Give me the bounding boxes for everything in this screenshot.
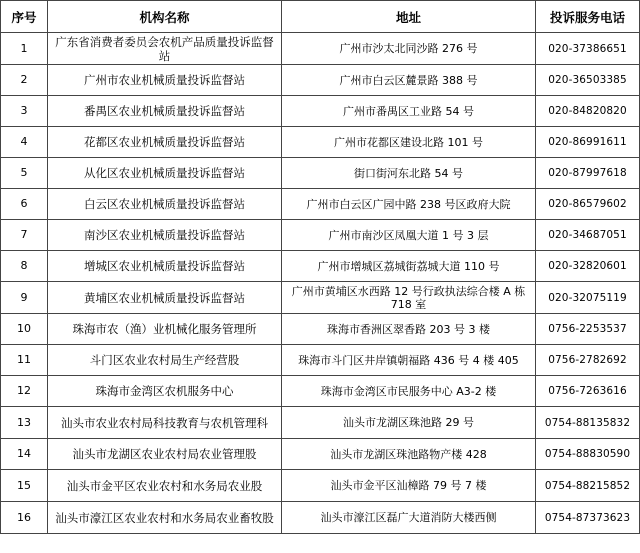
header-no: 序号 <box>1 1 48 33</box>
cell-phone: 0756-2782692 <box>536 345 640 376</box>
cell-phone: 020-87997618 <box>536 158 640 189</box>
cell-address: 广州市番禺区工业路 54 号 <box>282 96 536 127</box>
cell-address: 汕头市金平区汕樟路 79 号 7 楼 <box>282 470 536 502</box>
cell-no: 6 <box>1 189 48 220</box>
cell-phone: 0754-88215852 <box>536 470 640 502</box>
cell-no: 10 <box>1 314 48 345</box>
cell-name: 汕头市龙湖区农业农村局农业管理股 <box>48 439 282 470</box>
cell-phone: 0756-2253537 <box>536 314 640 345</box>
cell-no: 3 <box>1 96 48 127</box>
table-row <box>1 314 640 345</box>
cell-phone: 0754-88830590 <box>536 439 640 470</box>
cell-name: 白云区农业机械质量投诉监督站 <box>48 189 282 220</box>
cell-address: 街口街河东北路 54 号 <box>282 158 536 189</box>
cell-address: 广州市黄埔区水西路 12 号行政执法综合楼 A 栋 718 室 <box>282 282 536 314</box>
table-row <box>1 345 640 376</box>
cell-phone: 020-37386651 <box>536 33 640 65</box>
cell-no: 9 <box>1 282 48 314</box>
cell-phone: 020-86579602 <box>536 189 640 220</box>
cell-address: 汕头市龙湖区珠池路物产楼 428 <box>282 439 536 470</box>
cell-phone: 0754-88135832 <box>536 407 640 439</box>
cell-name: 广东省消费者委员会农机产品质量投诉监督站 <box>48 33 282 65</box>
cell-phone: 020-36503385 <box>536 65 640 96</box>
cell-name: 珠海市农（渔）业机械化服务管理所 <box>48 314 282 345</box>
table-row <box>1 127 640 158</box>
cell-address: 汕头市濠江区磊广大道消防大楼西侧 <box>282 502 536 534</box>
header-address: 地址 <box>282 1 536 33</box>
cell-name: 汕头市农业农村局科技教育与农机管理科 <box>48 407 282 439</box>
cell-no: 8 <box>1 251 48 282</box>
cell-phone: 020-32075119 <box>536 282 640 314</box>
cell-no: 7 <box>1 220 48 251</box>
cell-name: 从化区农业机械质量投诉监督站 <box>48 158 282 189</box>
cell-address: 广州市沙太北同沙路 276 号 <box>282 33 536 65</box>
cell-name: 珠海市金湾区农机服务中心 <box>48 376 282 407</box>
cell-address: 珠海市香洲区翠香路 203 号 3 楼 <box>282 314 536 345</box>
cell-no: 15 <box>1 470 48 502</box>
cell-no: 13 <box>1 407 48 439</box>
cell-name: 广州市农业机械质量投诉监督站 <box>48 65 282 96</box>
table-row <box>1 282 640 314</box>
cell-no: 2 <box>1 65 48 96</box>
table-row <box>1 439 640 470</box>
cell-phone: 020-86991611 <box>536 127 640 158</box>
cell-name: 增城区农业机械质量投诉监督站 <box>48 251 282 282</box>
cell-phone: 020-34687051 <box>536 220 640 251</box>
cell-address: 广州市增城区荔城街荔城大道 110 号 <box>282 251 536 282</box>
cell-no: 4 <box>1 127 48 158</box>
cell-no: 5 <box>1 158 48 189</box>
cell-phone: 0756-7263616 <box>536 376 640 407</box>
cell-address: 广州市南沙区凤凰大道 1 号 3 层 <box>282 220 536 251</box>
table-row <box>1 220 640 251</box>
cell-name: 番禺区农业机械质量投诉监督站 <box>48 96 282 127</box>
cell-name: 南沙区农业机械质量投诉监督站 <box>48 220 282 251</box>
cell-name: 汕头市金平区农业农村和水务局农业股 <box>48 470 282 502</box>
table-row <box>1 33 640 65</box>
cell-name: 花都区农业机械质量投诉监督站 <box>48 127 282 158</box>
table-row <box>1 407 640 439</box>
table-row <box>1 251 640 282</box>
cell-no: 11 <box>1 345 48 376</box>
cell-no: 14 <box>1 439 48 470</box>
cell-address: 汕头市龙湖区珠池路 29 号 <box>282 407 536 439</box>
cell-address: 珠海市斗门区井岸镇朝福路 436 号 4 楼 405 <box>282 345 536 376</box>
cell-name: 黄埔区农业机械质量投诉监督站 <box>48 282 282 314</box>
table-row <box>1 376 640 407</box>
header-name: 机构名称 <box>48 1 282 33</box>
cell-address: 广州市花都区建设北路 101 号 <box>282 127 536 158</box>
cell-no: 12 <box>1 376 48 407</box>
cell-name: 斗门区农业农村局生产经营股 <box>48 345 282 376</box>
table-body <box>1 33 640 534</box>
table-row <box>1 158 640 189</box>
cell-address: 珠海市金湾区市民服务中心 A3-2 楼 <box>282 376 536 407</box>
cell-address: 广州市白云区广园中路 238 号区政府大院 <box>282 189 536 220</box>
table-row <box>1 65 640 96</box>
header-phone: 投诉服务电话 <box>536 1 640 33</box>
table-header-row <box>1 1 640 33</box>
cell-phone: 0754-87373623 <box>536 502 640 534</box>
table-row <box>1 96 640 127</box>
cell-no: 1 <box>1 33 48 65</box>
table-row <box>1 189 640 220</box>
cell-phone: 020-84820820 <box>536 96 640 127</box>
cell-name: 汕头市濠江区农业农村和水务局农业畜牧股 <box>48 502 282 534</box>
cell-phone: 020-32820601 <box>536 251 640 282</box>
cell-no: 16 <box>1 502 48 534</box>
table-row <box>1 502 640 534</box>
table-row <box>1 470 640 502</box>
cell-address: 广州市白云区麓景路 388 号 <box>282 65 536 96</box>
